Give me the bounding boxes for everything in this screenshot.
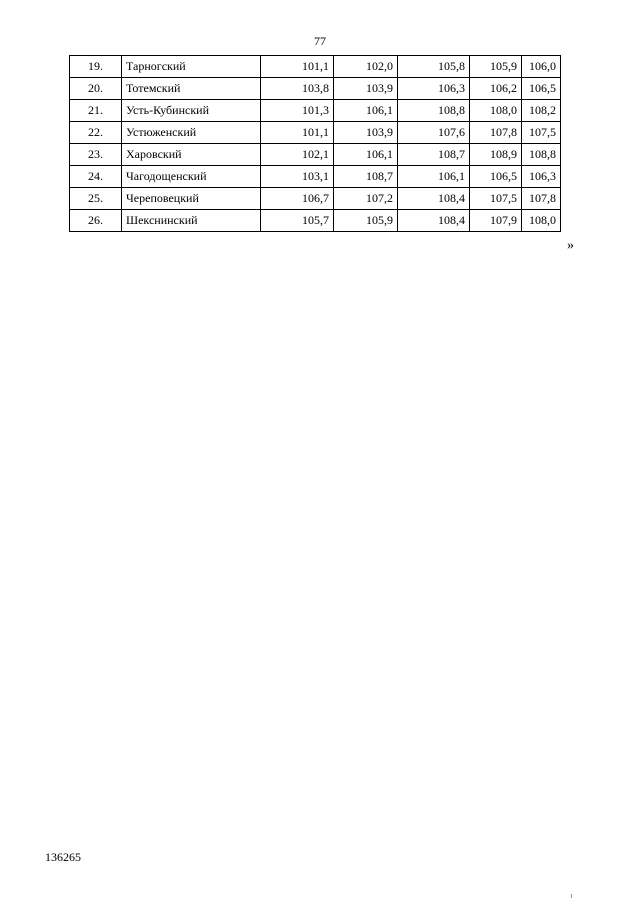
table-row — [70, 122, 561, 144]
corner-mark: 1 — [570, 894, 573, 900]
table-row — [70, 188, 561, 210]
value-cell: 106,1 — [334, 100, 398, 122]
page-number: 77 — [314, 34, 326, 48]
district-name: Тотемский — [122, 78, 261, 100]
value-cell: 106,5 — [522, 78, 561, 100]
value-cell: 102,0 — [334, 56, 398, 78]
value-cell: 106,3 — [522, 166, 561, 188]
district-name: Усть-Кубинский — [122, 100, 261, 122]
value-cell: 108,4 — [398, 188, 470, 210]
row-number: 23. — [70, 144, 122, 166]
district-name: Череповецкий — [122, 188, 261, 210]
value-cell: 106,1 — [398, 166, 470, 188]
district-name: Харовский — [122, 144, 261, 166]
value-cell: 103,9 — [334, 122, 398, 144]
value-cell: 101,1 — [261, 122, 334, 144]
data-table — [69, 55, 561, 232]
district-name: Шекснинский — [122, 210, 261, 232]
value-cell: 107,2 — [334, 188, 398, 210]
row-number: 20. — [70, 78, 122, 100]
district-name: Устюженский — [122, 122, 261, 144]
document-code: 136265 — [45, 850, 81, 864]
value-cell: 108,2 — [522, 100, 561, 122]
value-cell: 105,9 — [334, 210, 398, 232]
table-row — [70, 166, 561, 188]
value-cell: 108,7 — [398, 144, 470, 166]
value-cell: 107,5 — [470, 188, 522, 210]
value-cell: 108,0 — [470, 100, 522, 122]
value-cell: 106,2 — [470, 78, 522, 100]
value-cell: 106,0 — [522, 56, 561, 78]
closing-quote: » — [567, 238, 574, 253]
row-number: 25. — [70, 188, 122, 210]
table-row — [70, 100, 561, 122]
value-cell: 106,3 — [398, 78, 470, 100]
value-cell: 105,9 — [470, 56, 522, 78]
district-name: Тарногский — [122, 56, 261, 78]
value-cell: 108,0 — [522, 210, 561, 232]
value-cell: 108,9 — [470, 144, 522, 166]
value-cell: 108,8 — [522, 144, 561, 166]
value-cell: 101,1 — [261, 56, 334, 78]
value-cell: 107,8 — [470, 122, 522, 144]
value-cell: 102,1 — [261, 144, 334, 166]
value-cell: 103,1 — [261, 166, 334, 188]
row-number: 19. — [70, 56, 122, 78]
row-number: 26. — [70, 210, 122, 232]
table-row — [70, 56, 561, 78]
table-row — [70, 78, 561, 100]
table-row — [70, 210, 561, 232]
value-cell: 103,8 — [261, 78, 334, 100]
value-cell: 107,6 — [398, 122, 470, 144]
value-cell: 105,8 — [398, 56, 470, 78]
value-cell: 105,7 — [261, 210, 334, 232]
row-number: 22. — [70, 122, 122, 144]
value-cell: 106,7 — [261, 188, 334, 210]
value-cell: 103,9 — [334, 78, 398, 100]
row-number: 21. — [70, 100, 122, 122]
district-name: Чагодощенский — [122, 166, 261, 188]
value-cell: 107,8 — [522, 188, 561, 210]
value-cell: 107,5 — [522, 122, 561, 144]
value-cell: 106,5 — [470, 166, 522, 188]
value-cell: 108,8 — [398, 100, 470, 122]
value-cell: 107,9 — [470, 210, 522, 232]
value-cell: 108,4 — [398, 210, 470, 232]
value-cell: 106,1 — [334, 144, 398, 166]
value-cell: 108,7 — [334, 166, 398, 188]
table-body — [70, 56, 561, 232]
value-cell: 101,3 — [261, 100, 334, 122]
table-row — [70, 144, 561, 166]
row-number: 24. — [70, 166, 122, 188]
